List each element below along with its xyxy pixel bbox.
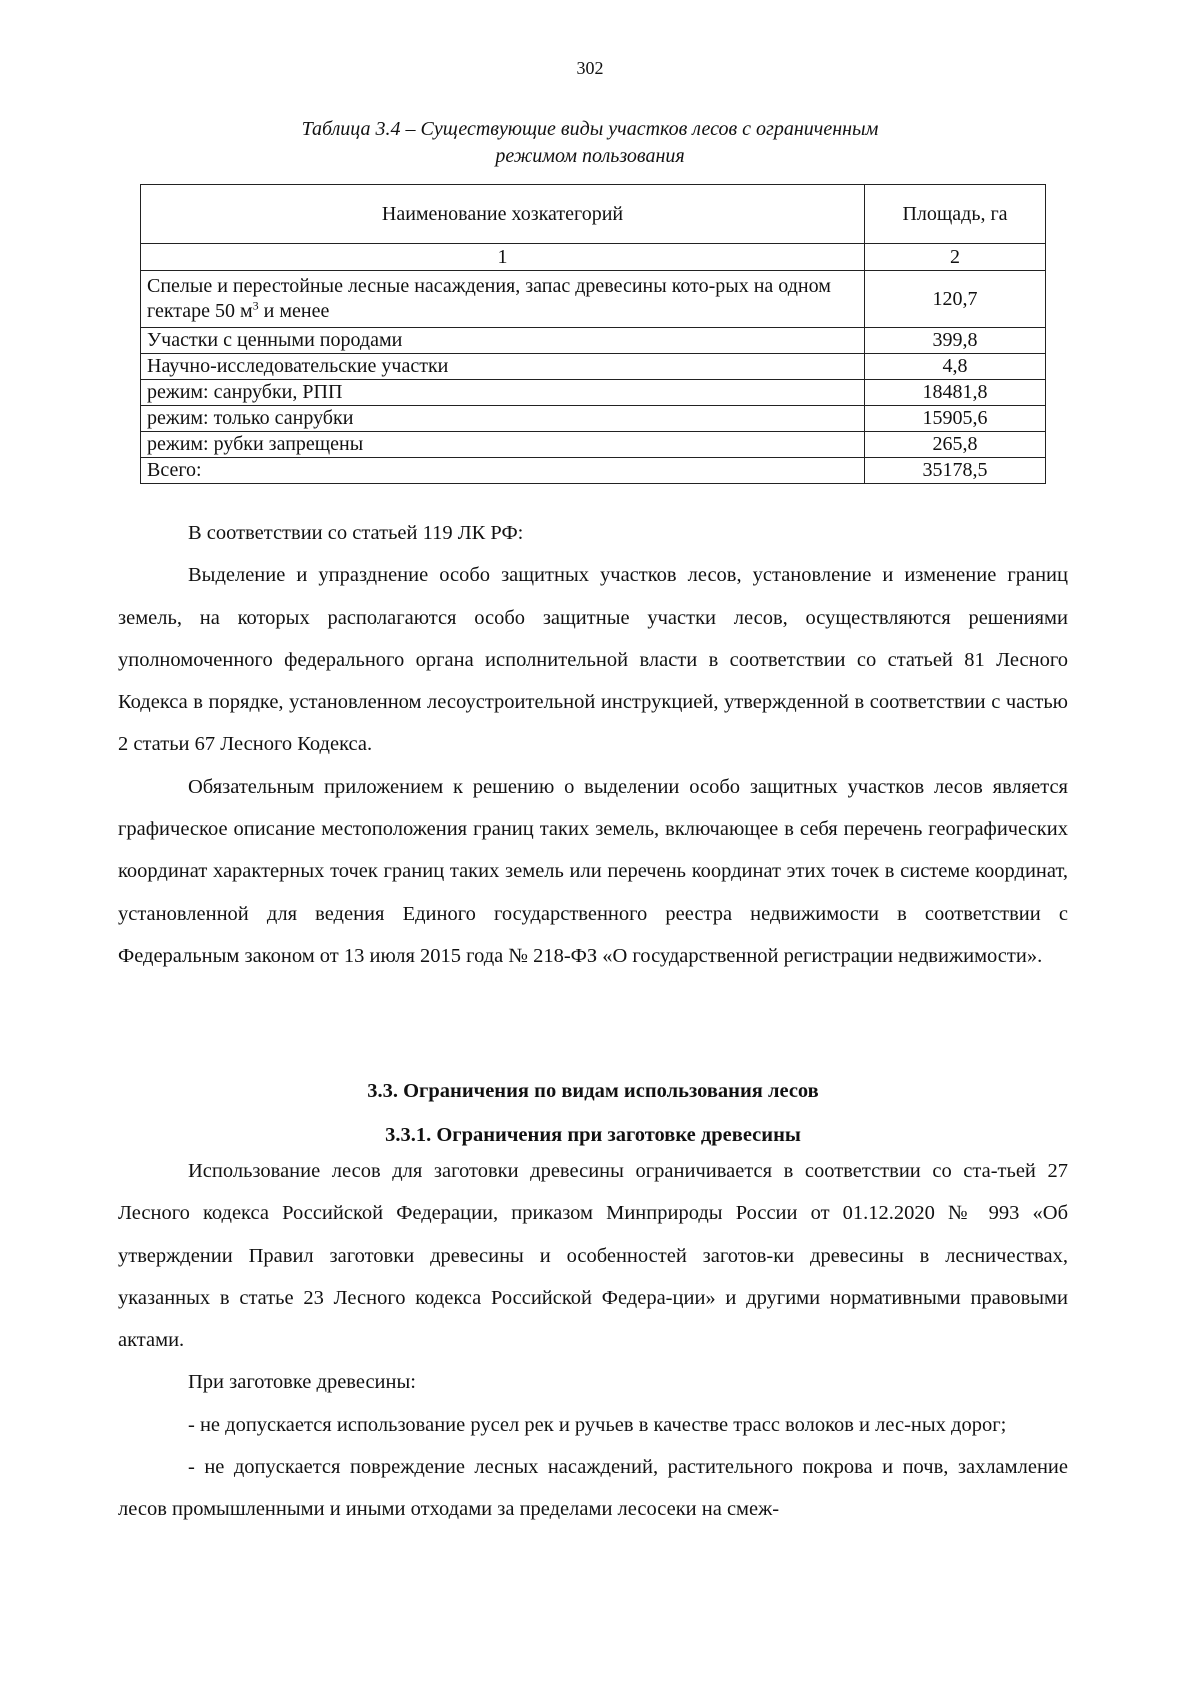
body-text-block-1 [118, 512, 1068, 977]
row-name: режим: рубки запрещены [141, 432, 865, 458]
row-name-part-1: Спелые и перестойные лесные насаждения, запас древесины кото-рых на одном гектаре 50 м [147, 275, 831, 322]
table-row [141, 406, 1046, 432]
paragraph: Использование лесов для заготовки древесины ограничивается в соответствии со ста-тьей 27 Лесного кодекса Российской Федерации, приказом Минприроды России от 01.12.2020 № 993 «Об утверждении Правил заготовки древесины и особенностей заготов-ки древесины в лесничествах, указанных в статье 23 Лесного кодекса Российской Федера-ции» и другими нормативными правовыми актами. [118, 1160, 1068, 1352]
subsection-heading: 3.3.1. Ограничения при заготовке древесины [385, 1124, 801, 1146]
row-name: Участки с ценными породами [141, 328, 865, 354]
paragraph: При заготовке древесины: [188, 1371, 416, 1394]
header-name: Наименование хозкатегорий [141, 185, 865, 244]
forest-plots-table [140, 184, 1046, 484]
paragraph: - не допускается использование русел рек и ручьев в качестве трасс волоков и лес-ных дорог; [188, 1413, 1007, 1436]
section-heading: 3.3. Ограничения по видам использования лесов [367, 1080, 819, 1102]
paragraph: Обязательным приложением к решению о выделении особо защитных участков лесов является графическое описание местоположения границ таких земель, включающее в себя перечень географических координат характерных точек границ таких земель или перечень координат этих точек в системе координат, установленной для ведения Единого государственного реестра недвижимости в соответствии с Федеральным законом от 13 июля 2015 года № 218-ФЗ «О государственной регистрации недвижимости». [118, 775, 1068, 967]
row-area: 35178,5 [865, 458, 1046, 484]
paragraph: - не допускается повреждение лесных насаждений, растительного покрова и почв, захламление лесов промышленными и иными отходами за пределами лесосеки на смеж- [118, 1456, 1068, 1521]
table-header-row [141, 185, 1046, 244]
row-name: Всего: [141, 458, 865, 484]
row-name-superscript: 3 [252, 298, 259, 313]
body-text-block-2 [118, 1150, 1068, 1531]
index-col-1: 1 [141, 244, 865, 271]
table-row [141, 271, 1046, 328]
table-caption-line-1: Таблица 3.4 – Существующие виды участков лесов с ограниченным [301, 118, 879, 140]
table-row [141, 432, 1046, 458]
table-row-total [141, 458, 1046, 484]
table-caption [140, 116, 1040, 170]
row-name-part-2: и менее [258, 300, 330, 322]
row-name [141, 271, 865, 328]
row-area: 120,7 [865, 271, 1046, 328]
index-col-2: 2 [865, 244, 1046, 271]
table-caption-line-2: режимом пользования [495, 145, 685, 167]
paragraph: Выделение и упразднение особо защитных участков лесов, установление и изменение границ земель, на которых располагаются особо защитные участки лесов, осуществляются решениями уполномоченного федерального органа исполнительной власти в соответствии со статьей 81 Лесного Кодекса в порядке, установленном лесоустроительной инструкцией, утвержденной в соответствии с частью 2 статьи 67 Лесного Кодекса. [118, 564, 1068, 756]
table-row [141, 354, 1046, 380]
row-area: 4,8 [865, 354, 1046, 380]
paragraph: В соответствии со статьей 119 ЛК РФ: [188, 522, 524, 544]
header-area: Площадь, га [865, 185, 1046, 244]
row-area: 15905,6 [865, 406, 1046, 432]
row-name: режим: санрубки, РПП [141, 380, 865, 406]
page-number: 302 [576, 58, 604, 78]
table-row [141, 380, 1046, 406]
row-name: режим: только санрубки [141, 406, 865, 432]
table-index-row [141, 244, 1046, 271]
row-name: Научно-исследовательские участки [141, 354, 865, 380]
row-area: 399,8 [865, 328, 1046, 354]
row-area: 265,8 [865, 432, 1046, 458]
table-row [141, 328, 1046, 354]
row-area: 18481,8 [865, 380, 1046, 406]
